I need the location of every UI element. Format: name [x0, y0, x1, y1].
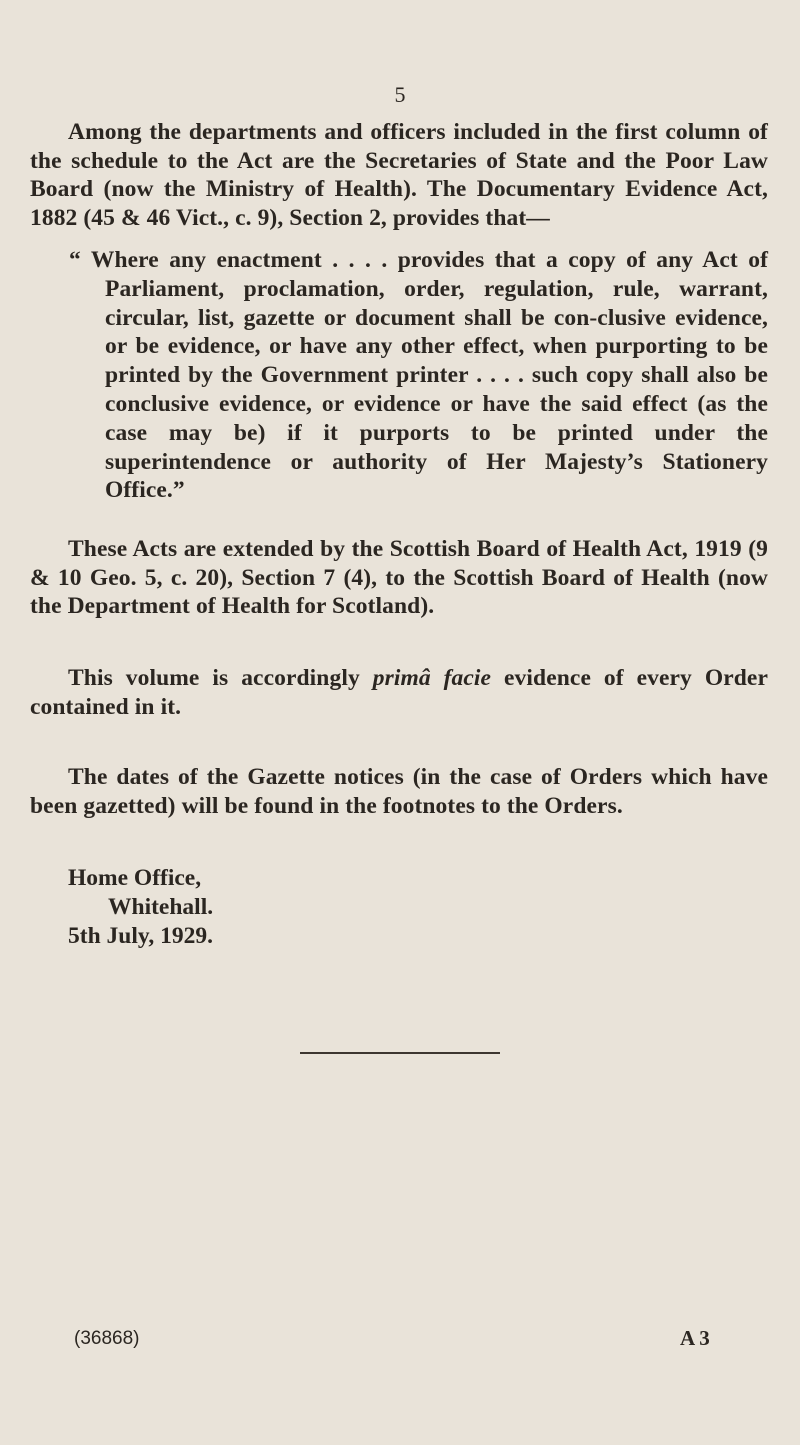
signature-date: 5th July, 1929. [68, 923, 213, 949]
signature-office: Home Office, [68, 865, 202, 891]
evidence-text-start: This volume is accordingly [68, 665, 373, 691]
intro-paragraph: Among the departments and officers included in the first column of the schedule to the Act are the Secretaries of State and the Poor Law Board (now the Ministry of Health). The Documentary Evidence Act, 1882 (45 & 46 Vict., c. 9), Section 2, provides that— [30, 119, 768, 232]
evidence-text-italic: primâ facie [372, 665, 492, 691]
evidence-text-end: evidence of every Order contained in it. [30, 665, 768, 720]
evidence-paragraph [30, 664, 768, 721]
act-quotation: “ Where any enactment . . . . provides that a copy of any Act of Parliament, proclamation, order, regulation, rule, warrant, circular, list, gazette or document shall be con-clusive evidence, or be evidence, or have any other effect, when purporting to be printed by the Government printer . . . . such copy shall also be conclusive evidence, or evidence or have the said effect (as the case may be) if it purports to be printed under the superintendence or authority of Her Majesty’s Stationery Office.” [69, 247, 768, 504]
page-number: 5 [394, 82, 406, 107]
scottish-act-paragraph: These Acts are extended by the Scottish Board of Health Act, 1919 (9 & 10 Geo. 5, c. 20), Section 7 (4), to the Scottish Board of Health (now the Department of Health for Scotland). [30, 536, 768, 620]
print-code: (36868) [74, 1328, 140, 1349]
signature-mark: A 3 [680, 1326, 710, 1350]
divider-rule [300, 1052, 500, 1054]
gazette-paragraph: The dates of the Gazette notices (in the case of Orders which have been gazetted) will be found in the footnotes to the Orders. [30, 764, 768, 819]
signature-block [68, 864, 213, 951]
signature-place: Whitehall. [108, 894, 214, 920]
